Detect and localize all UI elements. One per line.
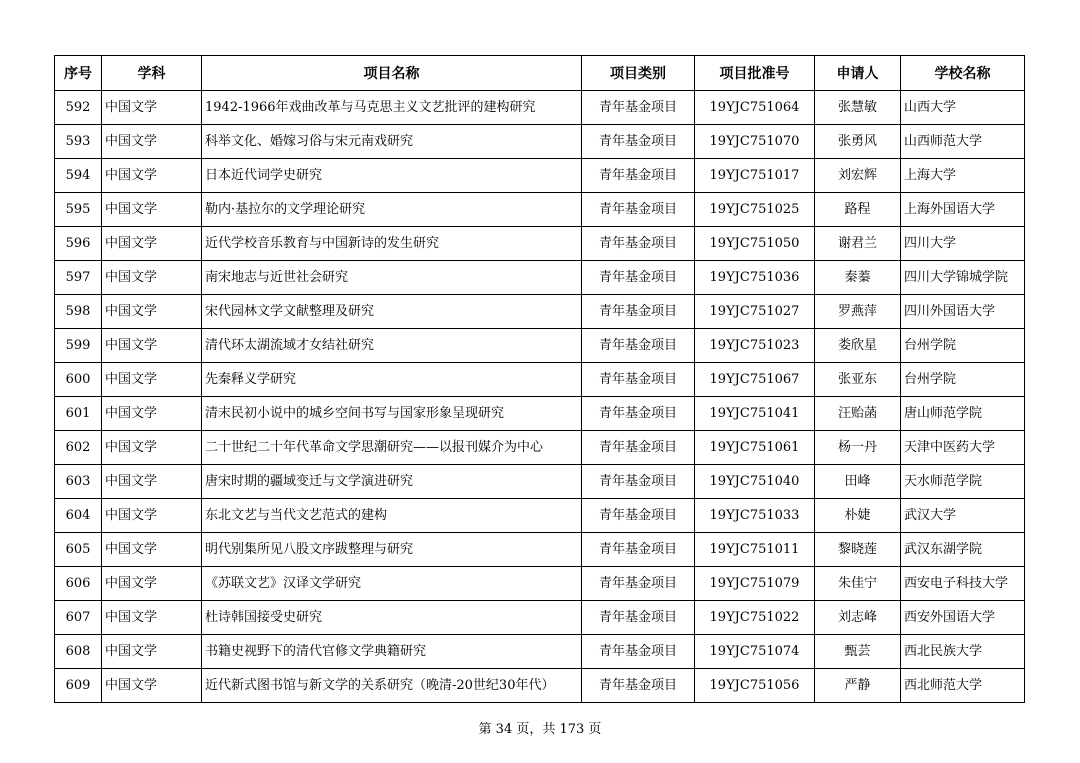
header-applicant: 申请人 — [815, 56, 901, 91]
cell-project-name: 杜诗韩国接受史研究 — [202, 601, 582, 635]
cell-project-name: 《苏联文艺》汉译文学研究 — [202, 567, 582, 601]
cell-project-name: 宋代园林文学文献整理及研究 — [202, 295, 582, 329]
cell-project-name: 1942-1966年戏曲改革与马克思主义文艺批评的建构研究 — [202, 91, 582, 125]
cell-serial: 602 — [55, 431, 102, 465]
cell-subject: 中国文学 — [102, 329, 202, 363]
cell-project-type: 青年基金项目 — [582, 91, 695, 125]
cell-applicant: 罗燕萍 — [815, 295, 901, 329]
cell-subject: 中国文学 — [102, 295, 202, 329]
cell-serial: 609 — [55, 669, 102, 703]
cell-approval-number: 19YJC751064 — [695, 91, 815, 125]
cell-project-name: 明代别集所见八股文序跋整理与研究 — [202, 533, 582, 567]
cell-applicant: 田峰 — [815, 465, 901, 499]
cell-approval-number: 19YJC751041 — [695, 397, 815, 431]
cell-project-type: 青年基金项目 — [582, 159, 695, 193]
cell-school: 上海大学 — [901, 159, 1025, 193]
table-row — [55, 397, 1025, 431]
cell-serial: 607 — [55, 601, 102, 635]
cell-project-type: 青年基金项目 — [582, 193, 695, 227]
cell-subject: 中国文学 — [102, 431, 202, 465]
table-row — [55, 159, 1025, 193]
header-serial: 序号 — [55, 56, 102, 91]
cell-school: 四川外国语大学 — [901, 295, 1025, 329]
cell-project-type: 青年基金项目 — [582, 465, 695, 499]
cell-approval-number: 19YJC751070 — [695, 125, 815, 159]
cell-school: 山西大学 — [901, 91, 1025, 125]
cell-serial: 596 — [55, 227, 102, 261]
cell-project-name: 唐宋时期的疆域变迁与文学演进研究 — [202, 465, 582, 499]
cell-serial: 594 — [55, 159, 102, 193]
table-body — [55, 91, 1025, 703]
cell-project-name: 书籍史视野下的清代官修文学典籍研究 — [202, 635, 582, 669]
cell-project-type: 青年基金项目 — [582, 601, 695, 635]
cell-serial: 593 — [55, 125, 102, 159]
cell-subject: 中国文学 — [102, 159, 202, 193]
cell-project-type: 青年基金项目 — [582, 499, 695, 533]
cell-project-type: 青年基金项目 — [582, 431, 695, 465]
cell-subject: 中国文学 — [102, 363, 202, 397]
cell-project-name: 东北文艺与当代文艺范式的建构 — [202, 499, 582, 533]
cell-applicant: 朱佳宁 — [815, 567, 901, 601]
cell-school: 武汉大学 — [901, 499, 1025, 533]
cell-approval-number: 19YJC751056 — [695, 669, 815, 703]
cell-applicant: 张勇风 — [815, 125, 901, 159]
table-row — [55, 363, 1025, 397]
cell-subject: 中国文学 — [102, 601, 202, 635]
cell-approval-number: 19YJC751033 — [695, 499, 815, 533]
cell-school: 四川大学锦城学院 — [901, 261, 1025, 295]
cell-project-type: 青年基金项目 — [582, 567, 695, 601]
cell-project-type: 青年基金项目 — [582, 533, 695, 567]
table-row — [55, 193, 1025, 227]
cell-applicant: 朴婕 — [815, 499, 901, 533]
cell-project-type: 青年基金项目 — [582, 227, 695, 261]
table-row — [55, 567, 1025, 601]
cell-serial: 603 — [55, 465, 102, 499]
cell-serial: 597 — [55, 261, 102, 295]
header-project-name: 项目名称 — [202, 56, 582, 91]
cell-project-name: 清末民初小说中的城乡空间书写与国家形象呈现研究 — [202, 397, 582, 431]
cell-project-type: 青年基金项目 — [582, 261, 695, 295]
cell-serial: 606 — [55, 567, 102, 601]
cell-project-name: 清代环太湖流域才女结社研究 — [202, 329, 582, 363]
cell-project-name: 近代新式图书馆与新文学的关系研究（晚清-20世纪30年代） — [202, 669, 582, 703]
cell-school: 四川大学 — [901, 227, 1025, 261]
cell-approval-number: 19YJC751027 — [695, 295, 815, 329]
cell-approval-number: 19YJC751061 — [695, 431, 815, 465]
cell-subject: 中国文学 — [102, 193, 202, 227]
cell-serial: 605 — [55, 533, 102, 567]
header-project-type: 项目类别 — [582, 56, 695, 91]
header-approval-number: 项目批准号 — [695, 56, 815, 91]
cell-approval-number: 19YJC751079 — [695, 567, 815, 601]
cell-subject: 中国文学 — [102, 567, 202, 601]
cell-applicant: 刘志峰 — [815, 601, 901, 635]
table-row — [55, 295, 1025, 329]
table-row — [55, 499, 1025, 533]
cell-approval-number: 19YJC751074 — [695, 635, 815, 669]
cell-project-type: 青年基金项目 — [582, 125, 695, 159]
cell-applicant: 严静 — [815, 669, 901, 703]
cell-school: 天津中医药大学 — [901, 431, 1025, 465]
cell-approval-number: 19YJC751036 — [695, 261, 815, 295]
table-row — [55, 533, 1025, 567]
cell-serial: 604 — [55, 499, 102, 533]
table-row — [55, 431, 1025, 465]
cell-subject: 中国文学 — [102, 397, 202, 431]
cell-applicant: 秦蓁 — [815, 261, 901, 295]
table-row — [55, 261, 1025, 295]
cell-serial: 595 — [55, 193, 102, 227]
cell-approval-number: 19YJC751011 — [695, 533, 815, 567]
cell-subject: 中国文学 — [102, 465, 202, 499]
table-row — [55, 635, 1025, 669]
cell-serial: 608 — [55, 635, 102, 669]
cell-applicant: 张亚东 — [815, 363, 901, 397]
cell-project-type: 青年基金项目 — [582, 397, 695, 431]
cell-approval-number: 19YJC751050 — [695, 227, 815, 261]
cell-project-name: 勒内·基拉尔的文学理论研究 — [202, 193, 582, 227]
cell-applicant: 娄欣星 — [815, 329, 901, 363]
cell-approval-number: 19YJC751017 — [695, 159, 815, 193]
cell-approval-number: 19YJC751023 — [695, 329, 815, 363]
cell-project-type: 青年基金项目 — [582, 329, 695, 363]
cell-subject: 中国文学 — [102, 499, 202, 533]
cell-school: 西安外国语大学 — [901, 601, 1025, 635]
cell-school: 唐山师范学院 — [901, 397, 1025, 431]
cell-project-type: 青年基金项目 — [582, 635, 695, 669]
cell-subject: 中国文学 — [102, 125, 202, 159]
cell-project-name: 科举文化、婚嫁习俗与宋元南戏研究 — [202, 125, 582, 159]
cell-school: 台州学院 — [901, 329, 1025, 363]
table-row — [55, 669, 1025, 703]
cell-subject: 中国文学 — [102, 91, 202, 125]
cell-approval-number: 19YJC751040 — [695, 465, 815, 499]
cell-subject: 中国文学 — [102, 227, 202, 261]
cell-school: 西安电子科技大学 — [901, 567, 1025, 601]
cell-applicant: 路程 — [815, 193, 901, 227]
table-row — [55, 125, 1025, 159]
cell-school: 台州学院 — [901, 363, 1025, 397]
header-subject: 学科 — [102, 56, 202, 91]
cell-school: 天水师范学院 — [901, 465, 1025, 499]
cell-project-name: 近代学校音乐教育与中国新诗的发生研究 — [202, 227, 582, 261]
cell-school: 山西师范大学 — [901, 125, 1025, 159]
cell-applicant: 汪贻菡 — [815, 397, 901, 431]
cell-serial: 601 — [55, 397, 102, 431]
cell-school: 西北民族大学 — [901, 635, 1025, 669]
header-school: 学校名称 — [901, 56, 1025, 91]
cell-school: 西北师范大学 — [901, 669, 1025, 703]
table-row — [55, 329, 1025, 363]
cell-applicant: 张慧敏 — [815, 91, 901, 125]
cell-project-type: 青年基金项目 — [582, 669, 695, 703]
cell-applicant: 杨一丹 — [815, 431, 901, 465]
cell-subject: 中国文学 — [102, 533, 202, 567]
cell-applicant: 刘宏辉 — [815, 159, 901, 193]
cell-approval-number: 19YJC751067 — [695, 363, 815, 397]
cell-subject: 中国文学 — [102, 635, 202, 669]
table-row — [55, 91, 1025, 125]
cell-project-name: 先秦释义学研究 — [202, 363, 582, 397]
table-row — [55, 601, 1025, 635]
cell-subject: 中国文学 — [102, 261, 202, 295]
cell-applicant: 黎晓莲 — [815, 533, 901, 567]
page-footer: 第 34 页，共 173 页 — [478, 722, 602, 737]
cell-project-name: 日本近代词学史研究 — [202, 159, 582, 193]
table-header-row — [55, 56, 1025, 91]
cell-project-name: 南宋地志与近世社会研究 — [202, 261, 582, 295]
cell-project-type: 青年基金项目 — [582, 363, 695, 397]
cell-project-type: 青年基金项目 — [582, 295, 695, 329]
table-row — [55, 227, 1025, 261]
cell-applicant: 甄芸 — [815, 635, 901, 669]
cell-approval-number: 19YJC751022 — [695, 601, 815, 635]
cell-serial: 600 — [55, 363, 102, 397]
cell-applicant: 谢君兰 — [815, 227, 901, 261]
cell-approval-number: 19YJC751025 — [695, 193, 815, 227]
cell-school: 武汉东湖学院 — [901, 533, 1025, 567]
cell-serial: 598 — [55, 295, 102, 329]
cell-serial: 599 — [55, 329, 102, 363]
cell-school: 上海外国语大学 — [901, 193, 1025, 227]
cell-subject: 中国文学 — [102, 669, 202, 703]
cell-serial: 592 — [55, 91, 102, 125]
table-row — [55, 465, 1025, 499]
cell-project-name: 二十世纪二十年代革命文学思潮研究——以报刊媒介为中心 — [202, 431, 582, 465]
projects-table — [54, 55, 1025, 703]
